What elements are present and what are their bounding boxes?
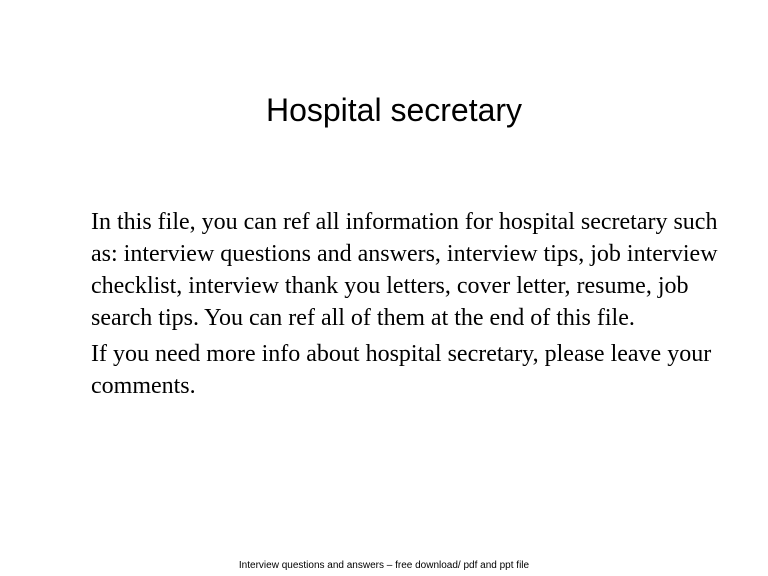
slide-title: Hospital secretary bbox=[265, 92, 523, 128]
body-paragraph-intro: In this file, you can ref all information for hospital secretary such as: interview questions and answers, interview tips, job interview checklist, interview thank you letters, cover letter, resume, job search tips. You can ref all of them at the end of this file. bbox=[91, 209, 718, 331]
slide-body bbox=[91, 206, 731, 402]
body-paragraph-request: If you need more info about hospital secretary, please leave your comments. bbox=[91, 341, 712, 399]
slide-footer: Interview questions and answers – free download/ pdf and ppt file bbox=[238, 560, 530, 571]
